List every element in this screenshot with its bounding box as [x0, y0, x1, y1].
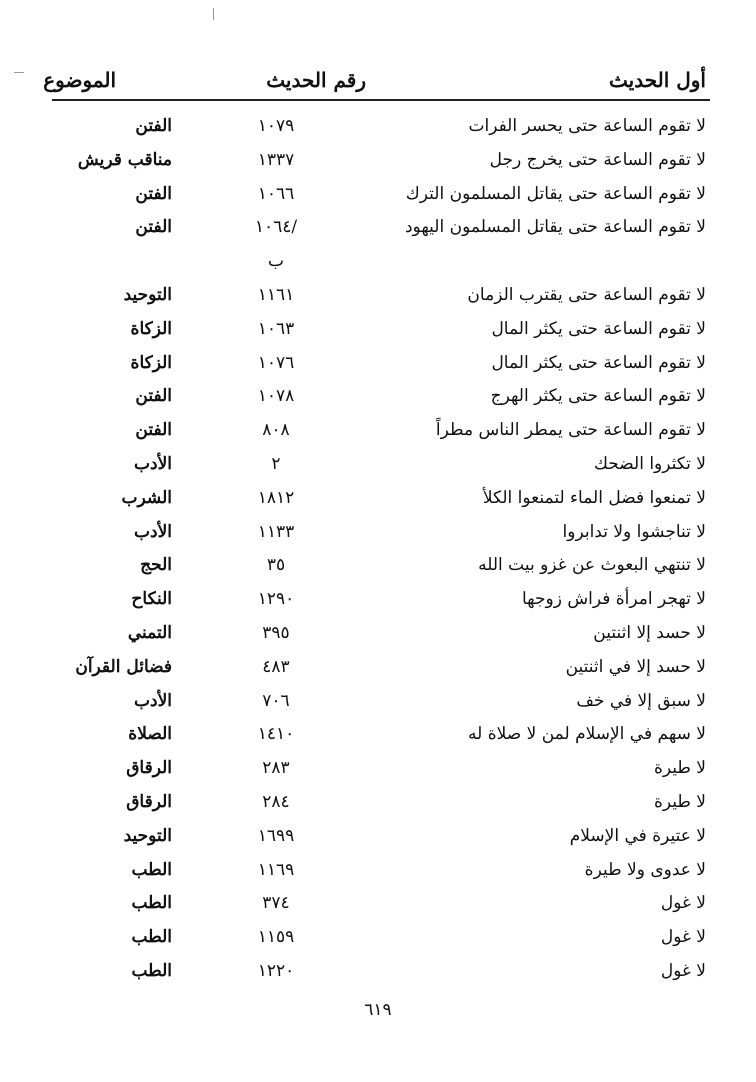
table-row: [0, 450, 756, 484]
row-hadith-number: ٢: [271, 453, 281, 474]
row-topic: الزكاة: [130, 318, 172, 339]
table-row: [0, 484, 756, 518]
row-hadith-number: ١٠٧٩: [257, 116, 295, 136]
index-table-body: [0, 112, 756, 991]
row-first-words: لا تقوم الساعة حتى يكثر المال: [491, 318, 706, 339]
row-hadith-number: ١١٦١: [257, 284, 295, 305]
row-hadith-number: ١٠٦٤/: [254, 217, 298, 238]
table-row: [0, 585, 756, 619]
row-hadith-number: ١٦٩٩: [257, 825, 295, 846]
row-topic: الأدب: [134, 453, 172, 474]
table-row: [0, 856, 756, 890]
row-first-words: لا غول: [660, 893, 706, 914]
table-row: [0, 382, 756, 416]
table-row: [0, 551, 756, 585]
table-row: [0, 247, 756, 281]
row-topic: فضائل القرآن: [75, 656, 172, 677]
row-hadith-number: ٣٩٥: [262, 622, 290, 643]
table-row: [0, 416, 756, 450]
row-first-words: لا حسد إلا في اثنتين: [565, 656, 706, 677]
row-topic: التوحيد: [123, 284, 172, 305]
row-topic: التوحيد: [123, 825, 172, 846]
row-first-words: لا سهم في الإسلام لمن لا صلاة له: [468, 724, 706, 745]
row-hadith-number: ١١٦٩: [257, 859, 295, 880]
row-hadith-number: ٢٨٣: [262, 758, 290, 779]
table-row: [0, 754, 756, 788]
row-hadith-number: ٣٥: [266, 555, 286, 576]
row-first-words: لا تقوم الساعة حتى يمطر الناس مطراً: [435, 420, 706, 441]
row-hadith-number: ١١٣٣: [257, 521, 295, 542]
scan-mark: [213, 8, 214, 20]
row-hadith-number: ٧٠٦: [262, 690, 290, 711]
table-row: [0, 518, 756, 552]
row-hadith-number: ١١٥٩: [257, 927, 295, 948]
row-first-words: لا عتيرة في الإسلام: [569, 825, 706, 846]
row-topic: الطب: [131, 927, 172, 948]
row-topic: الفتن: [135, 217, 172, 238]
row-topic: الرقاق: [126, 758, 172, 779]
row-topic: مناقب قريش: [77, 149, 172, 170]
row-topic: الفتن: [135, 183, 172, 204]
table-row: [0, 619, 756, 653]
row-first-words: لا تقوم الساعة حتى يقاتل المسلمون اليهود: [404, 217, 706, 238]
row-hadith-number: ٨٠٨: [262, 420, 290, 441]
row-first-words: لا غول: [660, 960, 706, 981]
row-topic: الأدب: [134, 690, 172, 711]
row-topic: الفتن: [135, 116, 172, 136]
row-hadith-number: ١٣٣٧: [257, 149, 295, 170]
row-first-words: لا سبق إلا في خف: [576, 690, 706, 711]
row-first-words: لا تقوم الساعة حتى يخرج رجل: [489, 149, 706, 170]
table-row: [0, 653, 756, 687]
table-row: [0, 687, 756, 721]
table-row: [0, 146, 756, 180]
row-hadith-number: ١٢٢٠: [257, 960, 295, 981]
row-first-words: لا تقوم الساعة حتى يقاتل المسلمون الترك: [405, 183, 706, 204]
header-topic: الموضوع: [43, 68, 116, 92]
row-hadith-number: ١٠٧٨: [257, 386, 295, 407]
table-row: [0, 315, 756, 349]
row-topic: الرقاق: [126, 791, 172, 812]
table-row: [0, 923, 756, 957]
row-first-words: لا تكثروا الضحك: [593, 453, 706, 474]
row-first-words: لا تقوم الساعة حتى يكثر المال: [491, 352, 706, 373]
table-row: [0, 180, 756, 214]
row-first-words: لا تناجشوا ولا تدابروا: [562, 521, 706, 542]
row-hadith-number: ٢٨٤: [262, 791, 290, 812]
row-topic: الطب: [131, 859, 172, 880]
table-row: [0, 788, 756, 822]
row-first-words: لا طيرة: [653, 758, 706, 779]
row-topic: الزكاة: [130, 352, 172, 373]
row-first-words: لا غول: [660, 927, 706, 948]
row-first-words: لا طيرة: [653, 791, 706, 812]
row-hadith-number: ١٨١٢: [257, 487, 295, 508]
row-hadith-number: ١٠٦٣: [257, 318, 295, 339]
row-first-words: لا تقوم الساعة حتى يكثر الهرج: [490, 386, 706, 407]
row-hadith-number: ١٢٩٠: [257, 589, 295, 610]
row-first-words: لا تمنعوا فضل الماء لتمنعوا الكلأ: [482, 487, 706, 508]
row-first-words: لا حسد إلا اثنتين: [593, 622, 706, 643]
row-first-words: لا تقوم الساعة حتى يحسر الفرات: [468, 116, 706, 136]
row-hadith-number: ب: [267, 251, 284, 272]
row-first-words: لا تقوم الساعة حتى يقترب الزمان: [467, 284, 706, 305]
row-topic: الفتن: [135, 386, 172, 407]
row-hadith-number: ١٠٦٦: [257, 183, 295, 204]
row-first-words: لا تنتهي البعوث عن غزو بيت الله: [478, 555, 706, 576]
table-row: [0, 213, 756, 247]
row-hadith-number: ١٤١٠: [257, 724, 295, 745]
header-rule: [52, 99, 710, 101]
header-first-words: أول الحديث: [609, 68, 706, 92]
table-row: [0, 822, 756, 856]
row-topic: الحج: [140, 555, 172, 576]
scan-mark: [14, 72, 24, 73]
row-topic: الطب: [131, 893, 172, 914]
row-first-words: لا عدوى ولا طيرة: [584, 859, 706, 880]
row-topic: النكاح: [131, 589, 172, 610]
row-topic: الصلاة: [128, 724, 172, 745]
row-hadith-number: ١٠٧٦: [257, 352, 295, 373]
page-number: ٦١٩: [364, 1000, 392, 1020]
row-topic: الطب: [131, 960, 172, 981]
row-topic: التمني: [127, 622, 172, 643]
header-hadith-number: رقم الحديث: [266, 68, 366, 92]
table-row: [0, 349, 756, 383]
row-hadith-number: ٤٨٣: [262, 656, 290, 677]
table-row: [0, 957, 756, 991]
row-hadith-number: ٣٧٤: [262, 893, 290, 914]
row-first-words: لا تهجر امرأة فراش زوجها: [522, 589, 706, 610]
table-header: [0, 68, 756, 100]
table-row: [0, 720, 756, 754]
row-topic: الشرب: [121, 487, 172, 508]
table-row: [0, 281, 756, 315]
row-topic: الفتن: [135, 420, 172, 441]
table-row: [0, 112, 756, 146]
table-row: [0, 889, 756, 923]
row-topic: الأدب: [134, 521, 172, 542]
